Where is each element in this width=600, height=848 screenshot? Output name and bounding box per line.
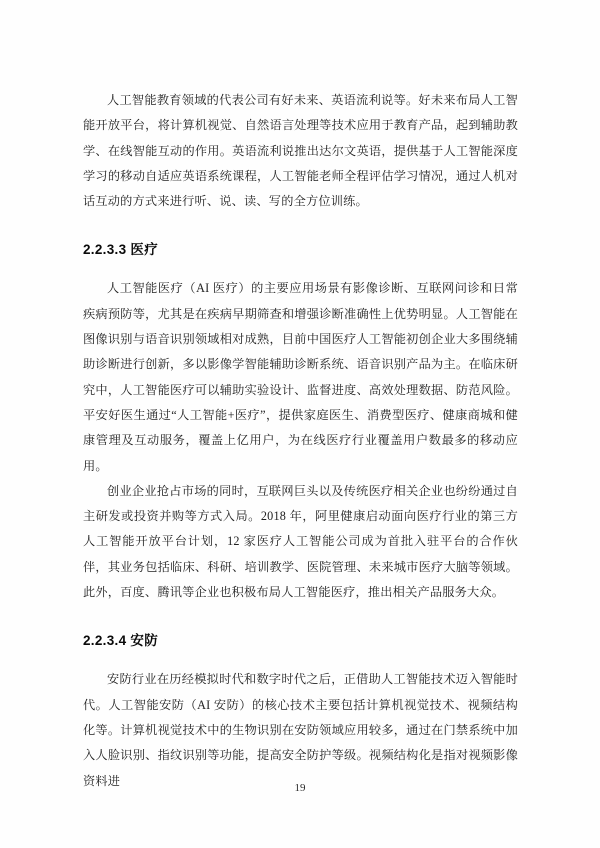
paragraph-medical-1: 人工智能医疗（AI 医疗）的主要应用场景有影像诊断、互联网问诊和日常疾病预防等，尤其是在疾病早期筛查和增强诊断准确性上优势明显。人工智能在图像识别与语音识别领域相对成熟，目前中国医疗人工智能初创企业大多围绕辅助诊断进行创新，多以影像学智能辅助诊断系统、语音识别产品为主。在临床研究中，人工智能医疗可以辅助实验设计、监督进度、高效处理数据、防范风险。平安好医生通过“人工智能+医疗”，提供家庭医生、消费型医疗、健康商城和健康管理及互动服务，覆盖上亿用户，为在线医疗行业覆盖用户数最多的移动应用。 [83, 281, 518, 473]
page-number: 19 [294, 782, 306, 794]
heading-medical: 2.2.3.3 医疗 [83, 242, 159, 258]
paragraph-education: 人工智能教育领域的代表公司有好未来、英语流利说等。好未来布局人工智能开放平台，将计算机视觉、自然语言处理等技术应用于教育产品，起到辅助教学、在线智能互动的作用。英语流利说推出达尔文英语，提供基于人工智能深度学习的移动自适应英语系统课程，人工智能老师全程评估学习情况，通过人机对话互动的方式来进行听、说、读、写的全方位训练。 [83, 93, 518, 209]
heading-security: 2.2.3.4 安防 [83, 633, 159, 649]
paragraph-medical-2: 创业企业抢占市场的同时，互联网巨头以及传统医疗相关企业也纷纷通过自主研发或投资并购等方式入局。2018 年，阿里健康启动面向医疗行业的第三方人工智能开放平台计划，12 家医疗人工智能公司成为首批入驻平台的合作伙伴，其业务包括临床、科研、培训教学、医院管理、未来城市医疗大脑等领域。此外，百度、腾讯等企业也积极布局人工智能医疗，推出相关产品服务大众。 [83, 483, 518, 600]
paragraph-security-1: 安防行业在历经模拟时代和数字时代之后，正借助人工智能技术迈入智能时代。人工智能安防（AI 安防）的核心技术主要包括计算机视觉技术、视频结构化等。计算机视觉技术中的生物识别在安防领域应用较多，通过在门禁系统中加入人脸识别、指纹识别等功能，提高安全防护等级。视频结构化是指对视频影像资料进 [83, 672, 518, 788]
